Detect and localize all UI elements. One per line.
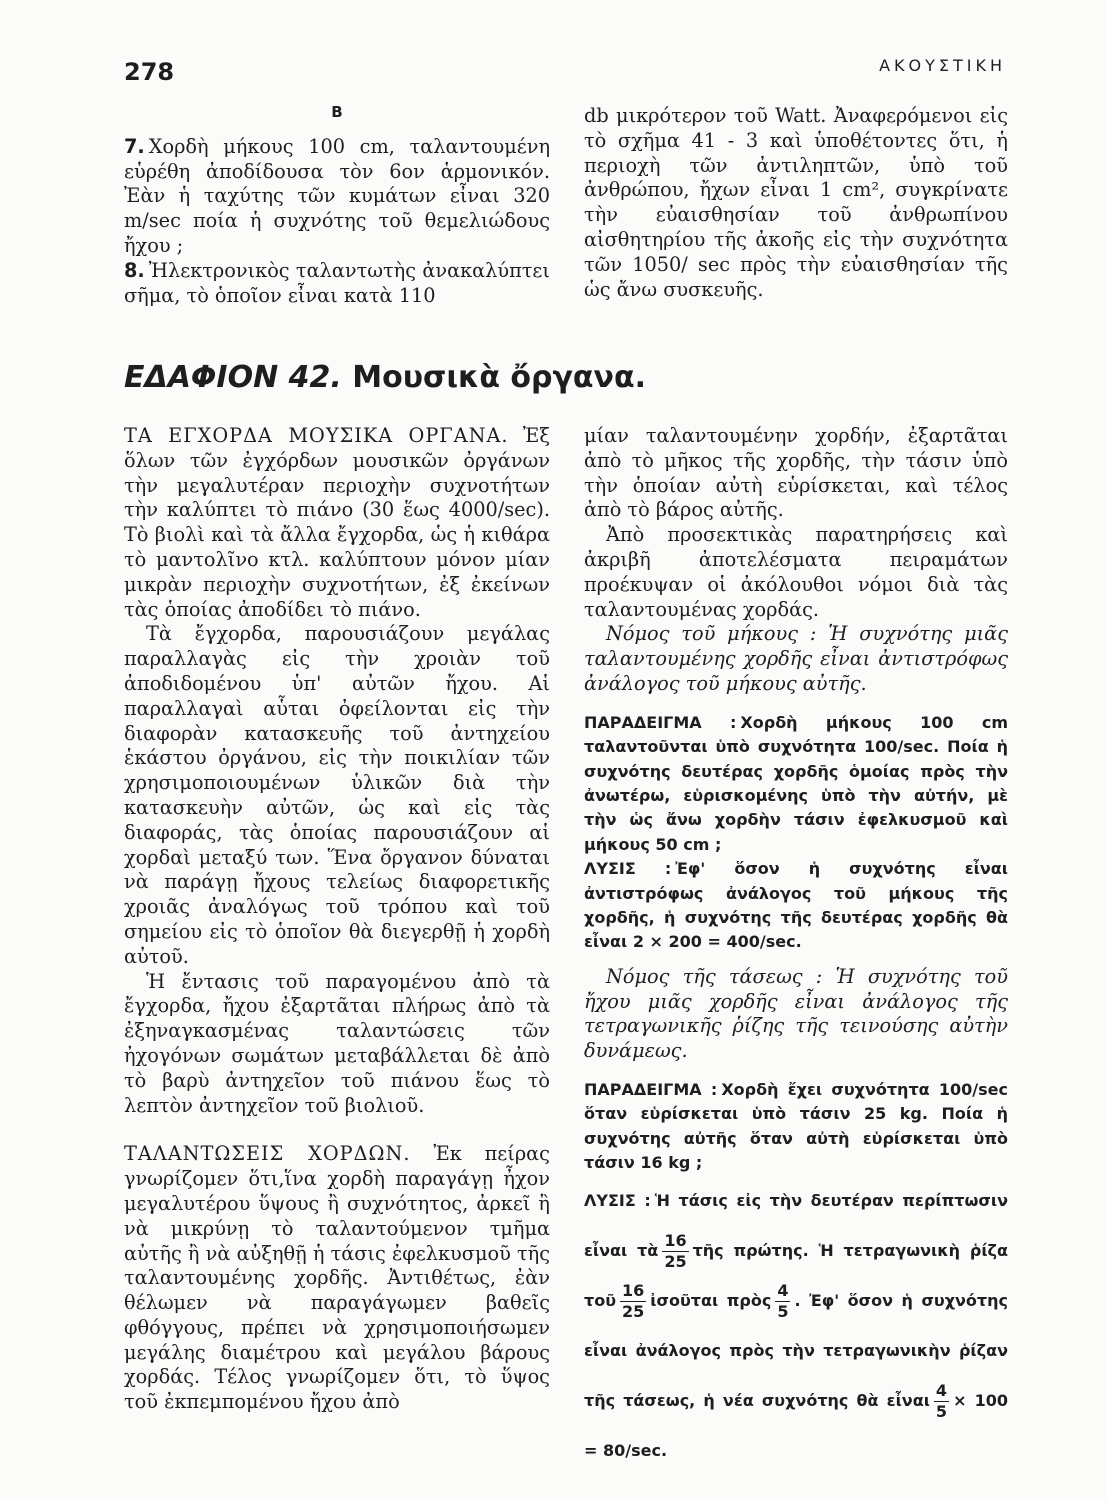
section-heading: Μουσικὰ ὄργανα. xyxy=(352,360,646,395)
fraction-numerator: 16 xyxy=(622,1280,645,1300)
paragraph-dependence: μίαν ταλαντουμένην χορδήν, ἐξαρτᾶται ἀπὸ τὸ μῆκος τῆς χορδῆς, τὴν τάσιν ὑπὸ τὴν ὁποίαν αὐτὴ εὑρίσκεται, καὶ τέλος ἀπὸ τὸ βάρος αὐτῆς. xyxy=(584,424,1008,522)
exercise-7 xyxy=(124,135,550,259)
left-column-top xyxy=(124,100,550,308)
section-title xyxy=(124,360,684,395)
fraction-denominator: 5 xyxy=(777,1301,789,1321)
fraction-denominator: 25 xyxy=(664,1251,687,1271)
fraction-denominator: 25 xyxy=(622,1301,645,1321)
example-label: ΠΑΡΑΔΕΙΓΜΑ : xyxy=(584,712,737,732)
solution-label: ΛΥΣΙΣ : xyxy=(584,1190,651,1210)
paragraph-heading: ΤΑ ΕΓΧΟΡΔΑ ΜΟΥΣΙΚΑ ΟΡΓΑΝΑ. xyxy=(124,424,509,447)
right-column-body xyxy=(584,424,1008,1476)
law-of-length: Νόμος τοῦ μήκους : Ἡ συχνότης μιᾶς ταλαντουμένης χορδῆς εἶναι ἀντιστρόφως ἀνάλογος τοῦ μήκους αὐτῆς. xyxy=(584,622,1008,695)
solution-text: τῆς πρώτης. Ἡ τετραγωνικὴ ῥίζα τοῦ xyxy=(584,1240,1008,1310)
paragraph-stringed-instruments xyxy=(124,424,550,622)
exercise-8-continued: db μικρότερον τοῦ Watt. Ἀναφερόμενοι εἰς τὸ σχῆμα 41 - 3 καὶ ὑποθέτοντες ὅτι, ἡ περιοχὴ τῶν ἀντιληπτῶν, ὑπὸ τοῦ ἀνθρώπου, ἤχων εἶναι 1 cm², συγκρίνατε τὴν εὐαισθησίαν τοῦ ἀνθρωπίνου αἰσθητηρίου τῆς ἀκοῆς εἰς τὴν συχνότητα τῶν 1050/ sec πρὸς τὴν εὐαισθησίαν τῆς ὡς ἄνω συσκευῆς. xyxy=(584,104,1008,301)
running-header: ΑΚΟΥΣΤΙΚΗ xyxy=(879,56,1006,75)
solution-1 xyxy=(584,857,1008,955)
paragraph-laws-intro: Ἀπὸ προσεκτικὰς παρατηρήσεις καὶ ἀκριβῆ ἀποτελέσματα πειραμάτων προέκυψαν οἱ ἀκόλουθοι νόμοι διὰ τὰς ταλαντουμένας χορδάς. xyxy=(584,523,1008,621)
fraction-numerator: 16 xyxy=(664,1230,687,1250)
solution-text: ἰσοῦται πρὸς xyxy=(650,1290,772,1310)
paragraph-intensity: Ἡ ἔντασις τοῦ παραγομένου ἀπὸ τὰ ἔγχορδα, ἤχου ἐξαρτᾶται πλήρως ἀπὸ τὰ ἐξηναγκασμένας ταλαντώσεις τῶν ἠχογόνων σωμάτων μεταβάλλεται δὲ ἀπὸ τὸ βαρὺ ἀντηχεῖον τοῦ πιάνου ἕως τὸ λεπτὸν ἀντηχεῖον τοῦ βιολιοῦ. xyxy=(124,969,550,1117)
exercise-text: Χορδὴ μήκους 100 cm, ταλαντουμένη εὑρέθη ἀποδίδουσα τὸν 6ον ἁρμονικόν. Ἐὰν ἡ ταχύτης τῶν κυμάτων εἶναι 320 m/sec ποία ἡ συχνότης τοῦ θεμελιώδους ἤχου ; xyxy=(124,134,550,257)
solution-2 xyxy=(584,1176,1008,1476)
example-label: ΠΑΡΑΔΕΙΓΜΑ : xyxy=(584,1080,718,1100)
paragraph-text: Ἐκ πείρας γνωρίζομεν ὅτι,ἵνα χορδὴ παραγάγῃ ἦχον μεγαλυτέρου ὕψους ἢ συχνότητος, ἀρκεῖ ἢ νὰ μικρύνῃ τὸ ταλαντούμενον τμῆμα αὐτῆς ἢ νὰ αὐξηθῇ ἡ τάσις ἐφελκυσμοῦ τῆς ταλαντουμένης χορδῆς. Ἀντιθέτως, ἐὰν θέλωμεν νὰ παραγάγωμεν βαθεῖς φθόγγους, πρέπει νὰ χρησιμοποιήσωμεν μεγάλης διαμέτρου καὶ μεγάλου βάρους χορδάς. Τέλος γνωρίζομεν ὅτι, τὸ ὕψος τοῦ ἐκπεμπομένου ἤχου ἀπὸ xyxy=(124,1142,550,1414)
solution-label: ΛΥΣΙΣ : xyxy=(584,859,672,879)
section-label: ΕΔΑΦΙΟΝ 42. xyxy=(124,360,342,395)
example-1 xyxy=(584,711,1008,857)
fraction-4-5 xyxy=(934,1381,949,1422)
left-column-body xyxy=(124,424,550,1415)
exercise-group-marker: B xyxy=(331,103,343,121)
solution-text: Ἐφ' ὅσον ἡ συχνότης εἶναι ἀντιστρόφως ἀνάλογος τοῦ μήκους τῆς χορδῆς, ἡ συχνότης τῆς δευτέρας χορδῆς θὰ εἶναι 2 × 200 = 400/sec. xyxy=(584,859,1009,952)
fraction-16-25 xyxy=(620,1281,646,1322)
solution-text: Ἡ τάσις εἰς τὴν δευτέραν περίπτωσιν εἶναι τὰ xyxy=(584,1190,1009,1260)
example-text: Χορδὴ μήκους 100 cm ταλαντοῦνται ὑπὸ συχνότητα 100/sec. Ποία ἡ συχνότης δευτέρας χορδῆς ὁμοίας πρὸς τὴν ἀνωτέρω, εὑρισκομένης ὑπὸ τὴν αὐτήν, μὲ τὴν ὡς ἄνω χορδὴν τάσιν ἐφελκυσμοῦ καὶ μήκους 50 cm ; xyxy=(584,712,1008,854)
fraction-16-25 xyxy=(662,1231,688,1272)
solution-text: . Ἐφ' ὅσον ἡ συχνότης εἶναι ἀνάλογος πρὸς τὴν τετραγωνικὴν ῥίζαν τῆς τάσεως, ἡ νέα συχνότης θὰ εἶναι xyxy=(584,1290,1009,1410)
page-number: 278 xyxy=(124,58,175,86)
exercise-number: 8. xyxy=(124,258,145,282)
exercise-number: 7. xyxy=(124,134,145,158)
solution-text: × 100 = 80/sec. xyxy=(584,1390,1008,1460)
paragraph-string-vibrations xyxy=(124,1142,550,1415)
exercise-text: Ἠλεκτρονικὸς ταλαντωτὴς ἀνακαλύπτει σῆμα, τὸ ὁποῖον εἶναι κατὰ 110 xyxy=(124,258,550,307)
example-2 xyxy=(584,1078,1008,1176)
fraction-denominator: 5 xyxy=(935,1401,948,1421)
law-of-tension: Νόμος τῆς τάσεως : Ἡ συχνότης τοῦ ἤχου μιᾶς χορδῆς εἶναι ἀνάλογος τῆς τετραγωνικῆς ῥίζης τῆς τεινούσης αὐτὴν δυνάμεως. xyxy=(584,964,1008,1063)
fraction-numerator: 4 xyxy=(935,1380,948,1400)
right-column-top xyxy=(584,104,1008,302)
fraction-numerator: 4 xyxy=(777,1280,789,1300)
paragraph-heading: ΤΑΛΑΝΤΩΣΕΙΣ ΧΟΡΔΩΝ. xyxy=(124,1142,411,1166)
example-text: Χορδὴ ἔχει συχνότητα 100/sec ὅταν εὑρίσκεται ὑπὸ τάσιν 25 kg. Ποία ἡ συχνότης αὐτῆς ὅταν αὐτὴ εὑρίσκεται ὑπὸ τάσιν 16 kg ; xyxy=(584,1080,1008,1173)
fraction-4-5 xyxy=(775,1281,790,1322)
exercise-8 xyxy=(124,259,550,309)
paragraph-text: Ἐξ ὅλων τῶν ἐγχόρδων μουσικῶν ὀργάνων τὴν μεγαλυτέραν περιοχὴν συχνοτήτων τὴν καλύπτει τὸ πιάνο (30 ἕως 4000/sec). Τὸ βιολὶ καὶ τὰ ἄλλα ἔγχορδα, ὡς ἡ κιθάρα τὸ μαντολῖνο κτλ. καλύπτουν μόνον μίαν μικρὰν περιοχὴν συχνοτήτων, ἐξ ἐκείνων τὰς ὁποίας ἀποδίδει τὸ πιάνο. xyxy=(124,424,550,621)
paragraph-timbre: Τὰ ἔγχορδα, παρουσιάζουν μεγάλας παραλλαγὰς εἰς τὴν χροιὰν τοῦ ἀποδιδομένου ὑπ' αὐτῶν ἤχου. Αἱ παραλλαγαὶ αὗται ὀφείλονται εἰς τὴν διαφορὰν κατασκευῆς τοῦ ἀντηχείου ἑκάστου ὀργάνου, εἰς τὴν ποικιλίαν τῶν χρησιμοποιουμένων ὑλικῶν διὰ τὴν κατασκευὴν αὐτῶν, ὡς καὶ εἰς τὰς διαφοράς, τὰς ὁποίας παρουσιάζουν αἱ χορδαὶ μεταξύ των. Ἕνα ὄργανον δύναται νὰ παράγῃ ἤχους τελείως διαφορετικῆς χροιᾶς ἀναλόγως τοῦ τρόπου καὶ τοῦ σημείου εἰς τὸ ὁποῖον θὰ διεγερθῇ ἡ χορδὴ αὐτοῦ. xyxy=(124,622,550,968)
